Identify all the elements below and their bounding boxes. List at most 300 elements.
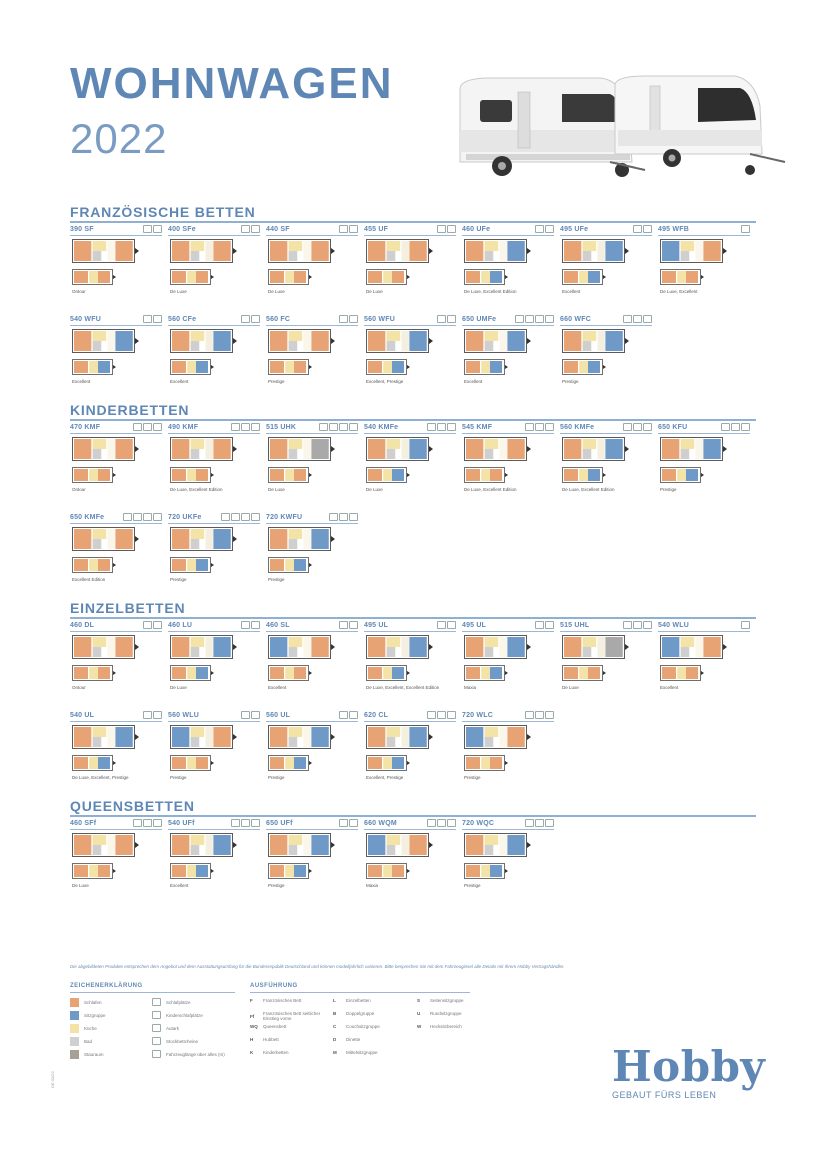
model-card[interactable]: [658, 421, 752, 505]
model-card[interactable]: [462, 313, 556, 397]
model-name: 460 LU: [168, 622, 193, 629]
model-card[interactable]: [266, 619, 360, 703]
floor-plan-night: [72, 755, 116, 776]
floor-plan-night: [464, 665, 508, 686]
spec-icon: [741, 621, 750, 629]
model-card[interactable]: [364, 709, 458, 793]
model-card[interactable]: [70, 421, 164, 505]
model-edition: De Luxe: [170, 685, 187, 690]
spec-icons: [133, 819, 162, 827]
floor-plan-night: [464, 359, 508, 380]
model-name: 660 WQM: [364, 820, 397, 827]
model-edition: De Luxe: [366, 289, 383, 294]
spec-icon: [643, 225, 652, 233]
model-card[interactable]: [168, 511, 262, 595]
spec-icon: [339, 621, 348, 629]
model-edition: Excellent: [72, 379, 91, 384]
floor-plan: [170, 527, 238, 556]
model-card[interactable]: [168, 709, 262, 793]
model-card[interactable]: [364, 619, 458, 703]
floor-plan-night: [464, 755, 508, 776]
legend-color-item: [70, 1037, 92, 1046]
model-edition: De Luxe, Excellent Edition: [464, 289, 517, 294]
model-edition: De Luxe, Excellent, Prestige: [72, 775, 129, 780]
floor-plan-night: [366, 755, 410, 776]
spec-icons: [143, 315, 162, 323]
spec-icon: [525, 423, 534, 431]
legend-label: Autark: [166, 1025, 180, 1031]
model-edition: De Luxe, Excellent: [660, 289, 698, 294]
abbr: F: [250, 998, 253, 1003]
spec-icons: [329, 513, 358, 521]
spec-icon: [535, 819, 544, 827]
spec-icon: [143, 819, 152, 827]
legend-label: Schlafplätze: [166, 999, 191, 1005]
spec-icons: [339, 621, 358, 629]
floor-plan: [268, 527, 336, 556]
spec-icon: [721, 423, 730, 431]
model-name: 460 SFf: [70, 820, 97, 827]
floor-plan-night: [366, 359, 410, 380]
model-edition: De Luxe: [268, 289, 285, 294]
model-card[interactable]: [462, 223, 556, 307]
color-swatch: [70, 1037, 79, 1046]
ausfuehrung-item: [417, 998, 464, 1003]
legend-label: Stockbettcheine: [166, 1038, 199, 1044]
model-rule: [560, 631, 652, 632]
model-name: 540 KMFe: [364, 424, 399, 431]
spec-icon: [251, 711, 260, 719]
spec-icon: [329, 513, 338, 521]
caravan-back: [615, 76, 785, 175]
model-name: 495 UFe: [560, 226, 589, 233]
spec-icon: [437, 225, 446, 233]
model-card[interactable]: [70, 511, 164, 595]
spec-icon: [221, 513, 230, 521]
model-name: 660 WFC: [560, 316, 591, 323]
abbr: WQ: [250, 1024, 258, 1029]
spec-icon: [447, 819, 456, 827]
model-name: 470 KMF: [70, 424, 101, 431]
model-card[interactable]: [462, 421, 556, 505]
floor-plan-night: [366, 269, 410, 290]
spec-icon: [143, 513, 152, 521]
model-rule: [70, 235, 162, 236]
spec-icons: [437, 225, 456, 233]
model-card[interactable]: [168, 223, 262, 307]
spec-icon: [349, 711, 358, 719]
model-edition: Prestige: [268, 775, 285, 780]
model-edition: Prestige: [660, 487, 677, 492]
spec-icons: [633, 225, 652, 233]
ausfuehrung-item: [250, 1050, 289, 1055]
model-card[interactable]: [364, 817, 458, 901]
spec-icons: [525, 819, 554, 827]
model-card[interactable]: [364, 421, 458, 505]
brand-tagline: GEBAUT FÜRS LEBEN: [612, 1090, 717, 1100]
floor-plan: [170, 329, 238, 358]
abbr: U: [417, 1011, 421, 1016]
section-title: FRANZÖSISCHE BETTEN: [70, 204, 256, 220]
spec-icon: [545, 225, 554, 233]
model-edition: Prestige: [170, 775, 187, 780]
model-card[interactable]: [462, 619, 556, 703]
floor-plan-night: [562, 359, 606, 380]
model-rule: [168, 721, 260, 722]
model-card[interactable]: [70, 223, 164, 307]
floor-plan: [268, 833, 336, 862]
model-name: 495 WFB: [658, 226, 689, 233]
floor-plan-night: [170, 863, 214, 884]
model-card[interactable]: [266, 709, 360, 793]
spec-icon: [251, 621, 260, 629]
spec-icon: [133, 513, 142, 521]
spec-icon: [741, 423, 750, 431]
ausfuehrung-heading: AUSFÜHRUNG: [250, 983, 298, 989]
model-name: 560 WLU: [168, 712, 199, 719]
ausfuehrung-item: [333, 1024, 380, 1029]
model-edition: De Luxe: [562, 685, 579, 690]
floor-plan: [366, 833, 434, 862]
model-name: 495 UL: [462, 622, 487, 629]
spec-icons: [241, 621, 260, 629]
model-card[interactable]: [462, 709, 556, 793]
model-card[interactable]: [462, 817, 556, 901]
model-card[interactable]: [658, 619, 752, 703]
floor-plan: [268, 725, 336, 754]
model-edition: Excellent, Prestige: [366, 379, 404, 384]
legend-icon-item: [152, 1024, 179, 1032]
ausfuehrung-label: Mittelsitzgruppe: [346, 1050, 378, 1055]
model-card[interactable]: [266, 817, 360, 901]
spec-icon: [427, 423, 436, 431]
model-name: 650 KMFe: [70, 514, 105, 521]
model-name: 650 KFU: [658, 424, 688, 431]
spec-icon: [123, 513, 132, 521]
spec-icon: [447, 711, 456, 719]
disclaimer: Die abgebildeten Produkte entsprechen dem Angebot und dem Ausstattungsumfang für die Bundesrepublik Deutschland und können modelljahrlich variieren. Bitte besprechen Sie mit dem Fahrzeuginsel alle Details mit Ihrem Hobby Vertragshändler.: [70, 964, 565, 969]
spec-icon: [643, 621, 652, 629]
spec-icons: [231, 819, 260, 827]
floor-plan: [464, 833, 532, 862]
ausfuehrung-item: [333, 998, 371, 1003]
floor-plan: [366, 329, 434, 358]
model-name: 460 DL: [70, 622, 95, 629]
model-name: 495 UL: [364, 622, 389, 629]
spec-icon: [437, 621, 446, 629]
model-name: 560 WFU: [364, 316, 395, 323]
model-card[interactable]: [266, 313, 360, 397]
bunk-icon: [152, 1037, 161, 1045]
floor-plan-night: [170, 665, 214, 686]
model-card[interactable]: [266, 421, 360, 505]
spec-icon: [143, 225, 152, 233]
floor-plan: [660, 239, 728, 268]
model-card[interactable]: [658, 223, 752, 307]
floor-plan-night: [72, 557, 116, 578]
spec-icon: [319, 423, 328, 431]
spec-icon: [535, 711, 544, 719]
spec-icon: [545, 819, 554, 827]
floor-plan-night: [170, 755, 214, 776]
ausfuehrung-label: Couchsitzgruppe: [346, 1024, 380, 1029]
spec-icon: [339, 711, 348, 719]
model-edition: Excellent: [170, 883, 189, 888]
spec-icon: [447, 225, 456, 233]
model-name: 440 SF: [266, 226, 290, 233]
spec-icon: [731, 423, 740, 431]
floor-plan: [464, 239, 532, 268]
spec-icon: [241, 819, 250, 827]
model-name: 560 KMFe: [560, 424, 595, 431]
spec-icon: [535, 621, 544, 629]
spec-icon: [251, 513, 260, 521]
spec-icons: [133, 423, 162, 431]
spec-icons: [427, 423, 456, 431]
model-rule: [560, 325, 652, 326]
model-edition: Ontour: [72, 487, 86, 492]
spec-icon: [339, 513, 348, 521]
model-name: 460 SL: [266, 622, 290, 629]
model-rule: [658, 433, 750, 434]
legend-color-item: [70, 998, 102, 1007]
floor-plan-night: [660, 467, 704, 488]
floor-plan: [72, 437, 140, 466]
model-card[interactable]: [168, 313, 262, 397]
model-row: [70, 313, 756, 403]
spec-icons: [515, 315, 554, 323]
model-edition: De Luxe, Excellent, Excellent Edition: [366, 685, 440, 690]
model-rule: [462, 829, 554, 830]
ausfuehrung-rule: [250, 992, 470, 993]
spec-icon: [427, 819, 436, 827]
spec-icon: [329, 423, 338, 431]
model-card[interactable]: [168, 421, 262, 505]
floor-plan-night: [366, 665, 410, 686]
spec-icon: [633, 423, 642, 431]
model-rule: [70, 433, 162, 434]
spec-icon: [251, 225, 260, 233]
spec-icon: [545, 711, 554, 719]
spec-icon: [427, 711, 436, 719]
ausfuehrung-item: [250, 998, 301, 1003]
floor-plan-night: [366, 467, 410, 488]
floor-plan-night: [170, 359, 214, 380]
abbr: D: [333, 1037, 337, 1042]
spec-icon: [349, 513, 358, 521]
spec-icon: [437, 819, 446, 827]
spec-icons: [437, 315, 456, 323]
model-rule: [364, 433, 456, 434]
ausfuehrung-item: [333, 1037, 360, 1042]
floor-plan: [366, 725, 434, 754]
model-rule: [266, 721, 358, 722]
abbr: C: [333, 1024, 337, 1029]
floor-plan: [72, 725, 140, 754]
legend-color-item: [70, 1011, 106, 1020]
spec-icons: [623, 423, 652, 431]
legend-rule: [70, 992, 235, 993]
floor-plan: [72, 329, 140, 358]
color-swatch: [70, 998, 79, 1007]
legend-color-item: [70, 1050, 104, 1059]
spec-icons: [143, 225, 162, 233]
model-card[interactable]: [70, 619, 164, 703]
floor-plan-night: [170, 557, 214, 578]
model-card[interactable]: [70, 709, 164, 793]
model-edition: Ontour: [72, 685, 86, 690]
spec-icon: [349, 819, 358, 827]
model-name: 720 UKFe: [168, 514, 202, 521]
model-card[interactable]: [560, 619, 654, 703]
model-rule: [70, 523, 162, 524]
model-card[interactable]: [560, 223, 654, 307]
abbr: L: [333, 998, 336, 1003]
model-name: 515 UHK: [266, 424, 297, 431]
legend-label: Sitzgruppe: [84, 1013, 106, 1018]
section-title: KINDERBETTEN: [70, 402, 190, 418]
ausfuehrung-label: Hecksitzbereich: [430, 1024, 462, 1029]
ausfuehrung-label: Kinderbetten: [263, 1050, 289, 1055]
floor-plan-night: [170, 269, 214, 290]
model-edition: Maxia: [464, 685, 477, 690]
model-card[interactable]: [560, 313, 654, 397]
floor-plan: [562, 329, 630, 358]
ausfuehrung-item: [333, 1011, 374, 1016]
legend-icon-item: [152, 1011, 203, 1019]
abbr: K: [250, 1050, 254, 1055]
spec-icon: [153, 225, 162, 233]
floor-plan-night: [660, 665, 704, 686]
ausfuehrung-label: Dinette: [346, 1037, 361, 1042]
spec-icons: [339, 225, 358, 233]
model-card[interactable]: [266, 223, 360, 307]
legend-icon-item: [152, 998, 191, 1006]
autark-icon: [152, 1024, 161, 1032]
spec-icon: [251, 315, 260, 323]
ausfuehrung-label: Hubbett: [263, 1037, 279, 1042]
floor-plan: [72, 635, 140, 664]
legend-icon-item: [152, 1037, 198, 1045]
model-card[interactable]: [364, 313, 458, 397]
spec-icon: [525, 819, 534, 827]
spec-icon: [623, 621, 632, 629]
floor-plan-night: [268, 467, 312, 488]
hobby-logo: Hobby: [612, 1042, 766, 1091]
spec-icon: [153, 423, 162, 431]
model-edition: Excellent: [170, 379, 189, 384]
model-rule: [266, 631, 358, 632]
length-icon: [152, 1050, 161, 1058]
model-card[interactable]: [560, 421, 654, 505]
spec-icon: [251, 819, 260, 827]
spec-icon: [349, 423, 358, 431]
spec-icon: [535, 423, 544, 431]
spec-icon: [339, 423, 348, 431]
floor-plan-night: [268, 863, 312, 884]
model-edition: Prestige: [170, 577, 187, 582]
spec-icon: [447, 315, 456, 323]
spec-icons: [143, 621, 162, 629]
model-edition: De Luxe, Excellent Edition: [170, 487, 223, 492]
model-row: [70, 511, 756, 601]
model-name: 720 WQC: [462, 820, 495, 827]
model-card[interactable]: [70, 817, 164, 901]
section-title: EINZELBETTEN: [70, 600, 186, 616]
model-rule: [266, 325, 358, 326]
ausfuehrung-label: Französisches Bett seitlicher Einstieg vorne: [263, 1011, 321, 1021]
floor-plan: [170, 833, 238, 862]
floor-plan: [268, 437, 336, 466]
spec-icon: [545, 621, 554, 629]
spec-icon: [339, 225, 348, 233]
model-rule: [462, 721, 554, 722]
floor-plan-night: [464, 467, 508, 488]
floor-plan: [366, 437, 434, 466]
model-rule: [70, 721, 162, 722]
floor-plan-night: [562, 665, 606, 686]
spec-icons: [319, 423, 358, 431]
spec-icons: [535, 225, 554, 233]
spec-icon: [349, 225, 358, 233]
model-card[interactable]: [266, 511, 360, 595]
spec-icon: [437, 315, 446, 323]
spec-icons: [339, 315, 358, 323]
spec-icon: [535, 225, 544, 233]
legend-color-item: [70, 1024, 97, 1033]
model-card[interactable]: [168, 619, 262, 703]
spec-icon: [143, 315, 152, 323]
model-rule: [364, 631, 456, 632]
model-card[interactable]: [70, 313, 164, 397]
model-edition: Prestige: [268, 577, 285, 582]
spec-icons: [623, 315, 652, 323]
model-edition: Ontour: [72, 289, 86, 294]
abbr: H: [250, 1037, 254, 1042]
model-name: 490 KMF: [168, 424, 199, 431]
legend-label: Küche: [84, 1026, 97, 1031]
model-card[interactable]: [364, 223, 458, 307]
spec-icon: [241, 423, 250, 431]
section-title: QUEENSBETTEN: [70, 798, 195, 814]
color-swatch: [70, 1024, 79, 1033]
spec-icon: [437, 711, 446, 719]
floor-plan: [660, 437, 728, 466]
model-edition: Prestige: [464, 775, 481, 780]
model-rule: [560, 433, 652, 434]
floor-plan: [464, 635, 532, 664]
floor-plan: [660, 635, 728, 664]
model-row: [70, 709, 756, 799]
model-edition: De Luxe: [170, 289, 187, 294]
model-row: [70, 817, 756, 907]
model-edition: Maxia: [366, 883, 379, 888]
section-französische-betten: [70, 204, 756, 403]
spec-icon: [153, 819, 162, 827]
spec-icon: [545, 423, 554, 431]
color-swatch: [70, 1011, 79, 1020]
floor-plan: [366, 239, 434, 268]
floor-plan: [366, 635, 434, 664]
floor-plan: [268, 329, 336, 358]
model-edition: Excellent: [562, 289, 581, 294]
model-rule: [168, 829, 260, 830]
spec-icons: [123, 513, 162, 521]
caravan-illustration: [450, 70, 790, 190]
floor-plan: [562, 635, 630, 664]
model-card[interactable]: [168, 817, 262, 901]
side-code: DE 01/22: [50, 1071, 55, 1088]
